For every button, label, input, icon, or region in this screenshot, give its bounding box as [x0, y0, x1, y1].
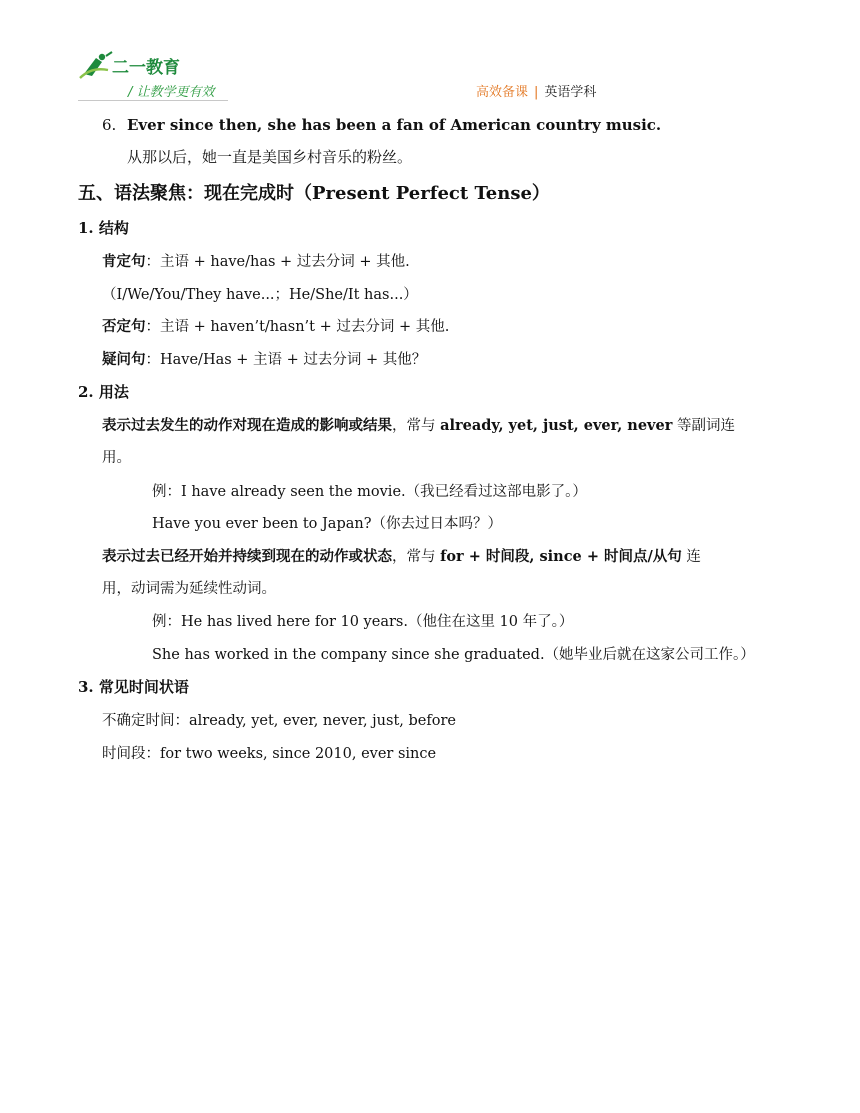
- usage2-bold: 表示过去已经开始并持续到现在的动作或状态: [102, 549, 392, 565]
- affirmative-label: 肯定句: [102, 254, 146, 270]
- usage1-tail: 等副词连: [672, 418, 735, 434]
- usage2-tail: 连: [681, 549, 701, 565]
- example-1: 例：I have already seen the movie.（我已经看过这部电影了。）: [152, 484, 587, 500]
- usage1-line1: [102, 414, 735, 435]
- example-3: 例：He has lived here for 10 years.（他住在这里 10 年了。）: [152, 614, 574, 630]
- usage2-markers: for + 时间段, since + 时间点/从句: [440, 548, 682, 565]
- header-right: [476, 81, 596, 100]
- header-separator: |: [534, 85, 539, 100]
- header-subject: 英语学科: [544, 85, 597, 100]
- negative-line: [102, 315, 449, 336]
- section5-title: 五、语法聚焦：现在完成时（Present Perfect Tense）: [78, 183, 550, 204]
- usage2-text: ，常与: [392, 549, 441, 565]
- slogan: / 让教学更有效: [128, 85, 215, 100]
- usage1-adverbs: already, yet, just, ever, never: [440, 417, 673, 434]
- usage1-line2: 用。: [102, 450, 131, 466]
- usage1-bold: 表示过去发生的动作对现在造成的影响或结果: [102, 418, 392, 434]
- usage-heading: 2. 用法: [78, 383, 129, 401]
- header-divider: [78, 100, 228, 101]
- usage2-line2: 用，动词需为延续性动词。: [102, 581, 276, 597]
- usage2-line1: [102, 545, 701, 566]
- item6-chinese: 从那以后，她一直是美国乡村音乐的粉丝。: [127, 148, 413, 166]
- question-label: 疑问句: [102, 352, 146, 368]
- example-2: Have you ever been to Japan?（你去过日本吗？）: [152, 516, 502, 532]
- logo-text: 二一教育: [112, 58, 180, 78]
- example-4: She has worked in the company since she graduated.（她毕业后就在这家公司工作。）: [152, 647, 755, 663]
- affirmative-note: （I/We/You/They have...；He/She/It has...）: [102, 287, 418, 303]
- affirmative-text: ：主语 + have/has + 过去分词 + 其他.: [145, 254, 410, 270]
- affirmative-line: [102, 250, 410, 271]
- negative-text: ：主语 + haven’t/hasn’t + 过去分词 + 其他.: [145, 319, 450, 335]
- structure-heading: 1. 结构: [78, 219, 129, 237]
- item6-english: Ever since then, she has been a fan of American country music.: [127, 116, 662, 134]
- negative-label: 否定句: [102, 319, 146, 335]
- usage1-text: ，常与: [392, 418, 441, 434]
- item6-number: 6.: [102, 116, 117, 134]
- time-heading: 3. 常见时间状语: [78, 678, 189, 696]
- header-label: 高效备课: [476, 85, 529, 100]
- time-indefinite: 不确定时间：already, yet, ever, never, just, before: [102, 713, 456, 729]
- question-line: [102, 348, 426, 369]
- question-text: ：Have/Has + 主语 + 过去分词 + 其他？: [145, 352, 427, 368]
- time-period: 时间段：for two weeks, since 2010, ever since: [102, 746, 437, 762]
